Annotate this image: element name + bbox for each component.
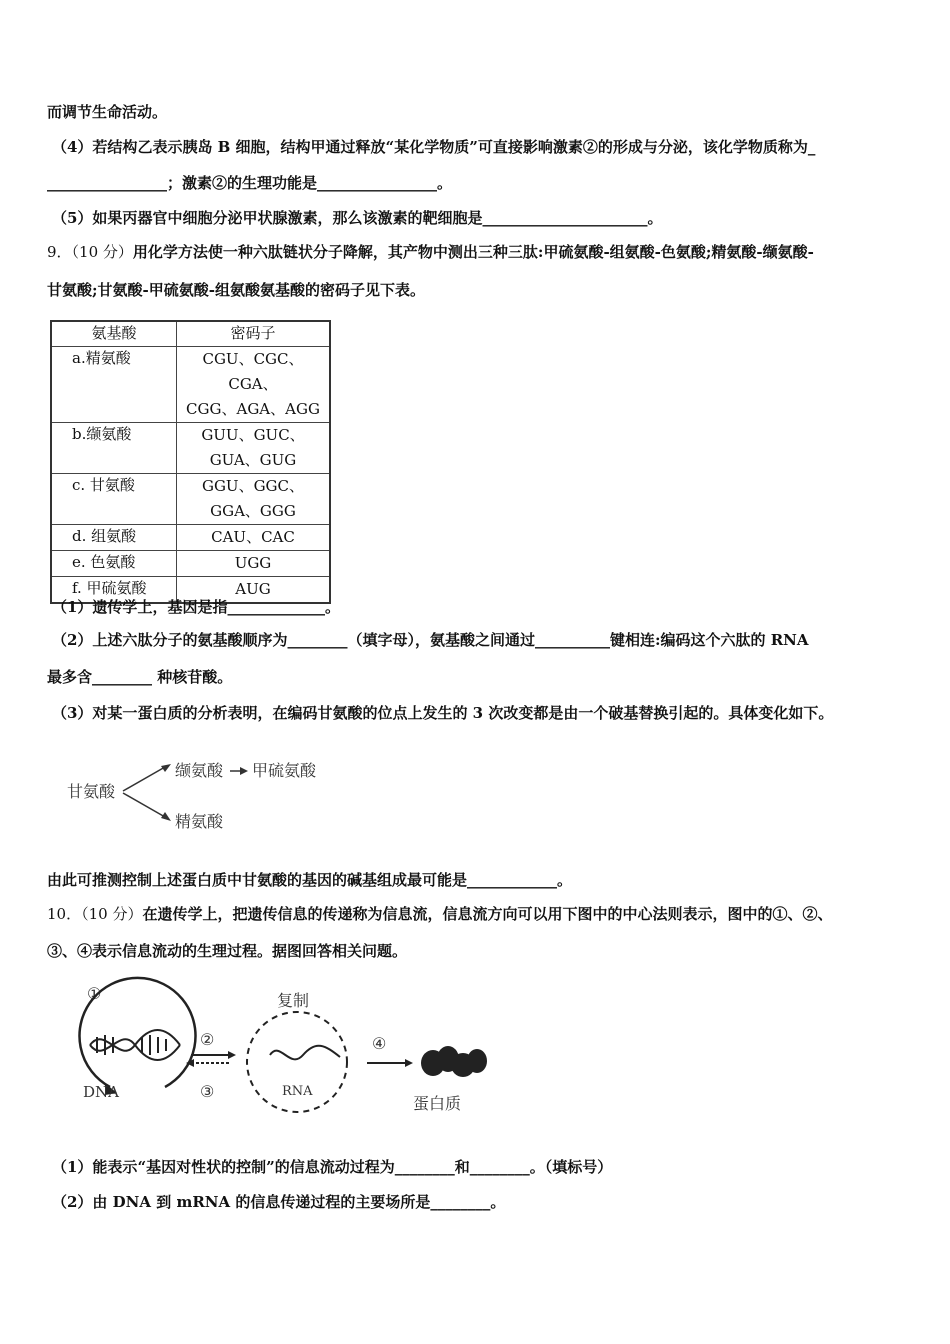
table-aa: e. 色氨酸 — [51, 551, 177, 577]
label-valine: 缬氨酸 — [175, 761, 224, 780]
dna-helix-icon — [90, 1030, 180, 1060]
line-q5: （5）如果丙器官中细胞分泌甲状腺激素，那么该激素的靶细胞是______________________。 — [52, 209, 663, 227]
mutation-diagram — [60, 755, 340, 835]
q9-text: 用化学方法使一种六肽链状分子降解，其产物中测出三种三肽:甲硫氨酸-组氨酸-色氨酸;精氨酸-缬氨酸- — [132, 243, 814, 261]
q9-sub2-cont: 最多含________ 种核苷酸。 — [47, 668, 233, 686]
q9-stem — [47, 242, 814, 262]
table-header-aa: 氨基酸 — [51, 321, 177, 347]
label-3: ③ — [200, 1082, 215, 1101]
q10-number: 10．（10 分） — [47, 905, 143, 923]
label-methionine: 甲硫氨酸 — [252, 761, 317, 780]
q10-stem-cont: ③、④表示信息流动的生理过程。据图回答相关问题。 — [47, 942, 408, 960]
q10-sub1: （1）能表示“基因对性状的控制”的信息流动过程为________和________。（填标号） — [52, 1158, 613, 1176]
central-dogma-diagram — [45, 975, 495, 1120]
label-protein: 蛋白质 — [413, 1094, 462, 1113]
replication-loop — [80, 978, 196, 1087]
label-arginine: 精氨酸 — [175, 812, 224, 831]
arrow-down — [123, 793, 165, 817]
arrow-up — [123, 767, 165, 791]
q10-sub2: （2）由 DNA 到 mRNA 的信息传递过程的主要场所是________。 — [52, 1193, 506, 1211]
q9-sub2: （2）上述六肽分子的氨基酸顺序为________（填字母），氨基酸之间通过__________键相连:编码这个六肽的 RNA — [52, 631, 809, 649]
label-dna: DNA — [83, 1083, 119, 1101]
table-codons: CGU、CGC、CGA、 CGG、AGA、AGG — [177, 347, 331, 423]
rna-strand-icon — [270, 1046, 340, 1060]
table-aa: c. 甘氨酸 — [51, 474, 177, 525]
q9-sub4: 由此可推测控制上述蛋白质中甘氨酸的基因的碱基组成最可能是____________。 — [47, 871, 573, 889]
table-aa: f. 甲硫氨酸 — [51, 577, 177, 604]
label-4: ④ — [372, 1034, 387, 1053]
line-q4-cont: ________________；激素②的生理功能是________________。 — [47, 174, 453, 192]
q10-stem — [47, 904, 832, 924]
label-2: ② — [200, 1030, 215, 1049]
q9-sub1: （1）遗传学上，基因是指_____________。 — [52, 598, 340, 616]
table-header-codon: 密码子 — [177, 321, 331, 347]
table-aa: d. 组氨酸 — [51, 525, 177, 551]
label-glycine: 甘氨酸 — [67, 782, 116, 801]
table-aa: b.缬氨酸 — [51, 423, 177, 474]
table-codons: GUU、GUC、 GUA、GUG — [177, 423, 331, 474]
line-q4: （4）若结构乙表示胰岛 B 细胞，结构甲通过释放“某化学物质”可直接影响激素②的形成与分泌，该化学物质称为_ — [52, 138, 816, 156]
label-1: ① — [87, 984, 102, 1003]
label-replicate: 复制 — [277, 991, 310, 1010]
q9-sub3: （3）对某一蛋白质的分析表明，在编码甘氨酸的位点上发生的 3 次改变都是由一个破基替换引起的。具体变化如下。 — [52, 704, 834, 722]
label-rna: RNA — [282, 1084, 313, 1099]
line-1: 而调节生命活动。 — [47, 103, 168, 121]
q10-text: 在遗传学上，把遗传信息的传递称为信息流，信息流方向可以用下图中的中心法则表示，图中的①、②、 — [142, 905, 833, 923]
protein-icon — [421, 1046, 487, 1077]
table-codons: AUG — [177, 577, 331, 604]
table-codons: UGG — [177, 551, 331, 577]
q9-stem-cont: 甘氨酸;甘氨酸-甲硫氨酸-组氨酸氨基酸的密码子见下表。 — [47, 281, 425, 299]
table-aa: a.精氨酸 — [51, 347, 177, 423]
q9-number: 9．（10 分） — [47, 243, 133, 261]
table-codons: CAU、CAC — [177, 525, 331, 551]
codon-table — [50, 320, 331, 604]
table-codons: GGU、GGC、 GGA、GGG — [177, 474, 331, 525]
